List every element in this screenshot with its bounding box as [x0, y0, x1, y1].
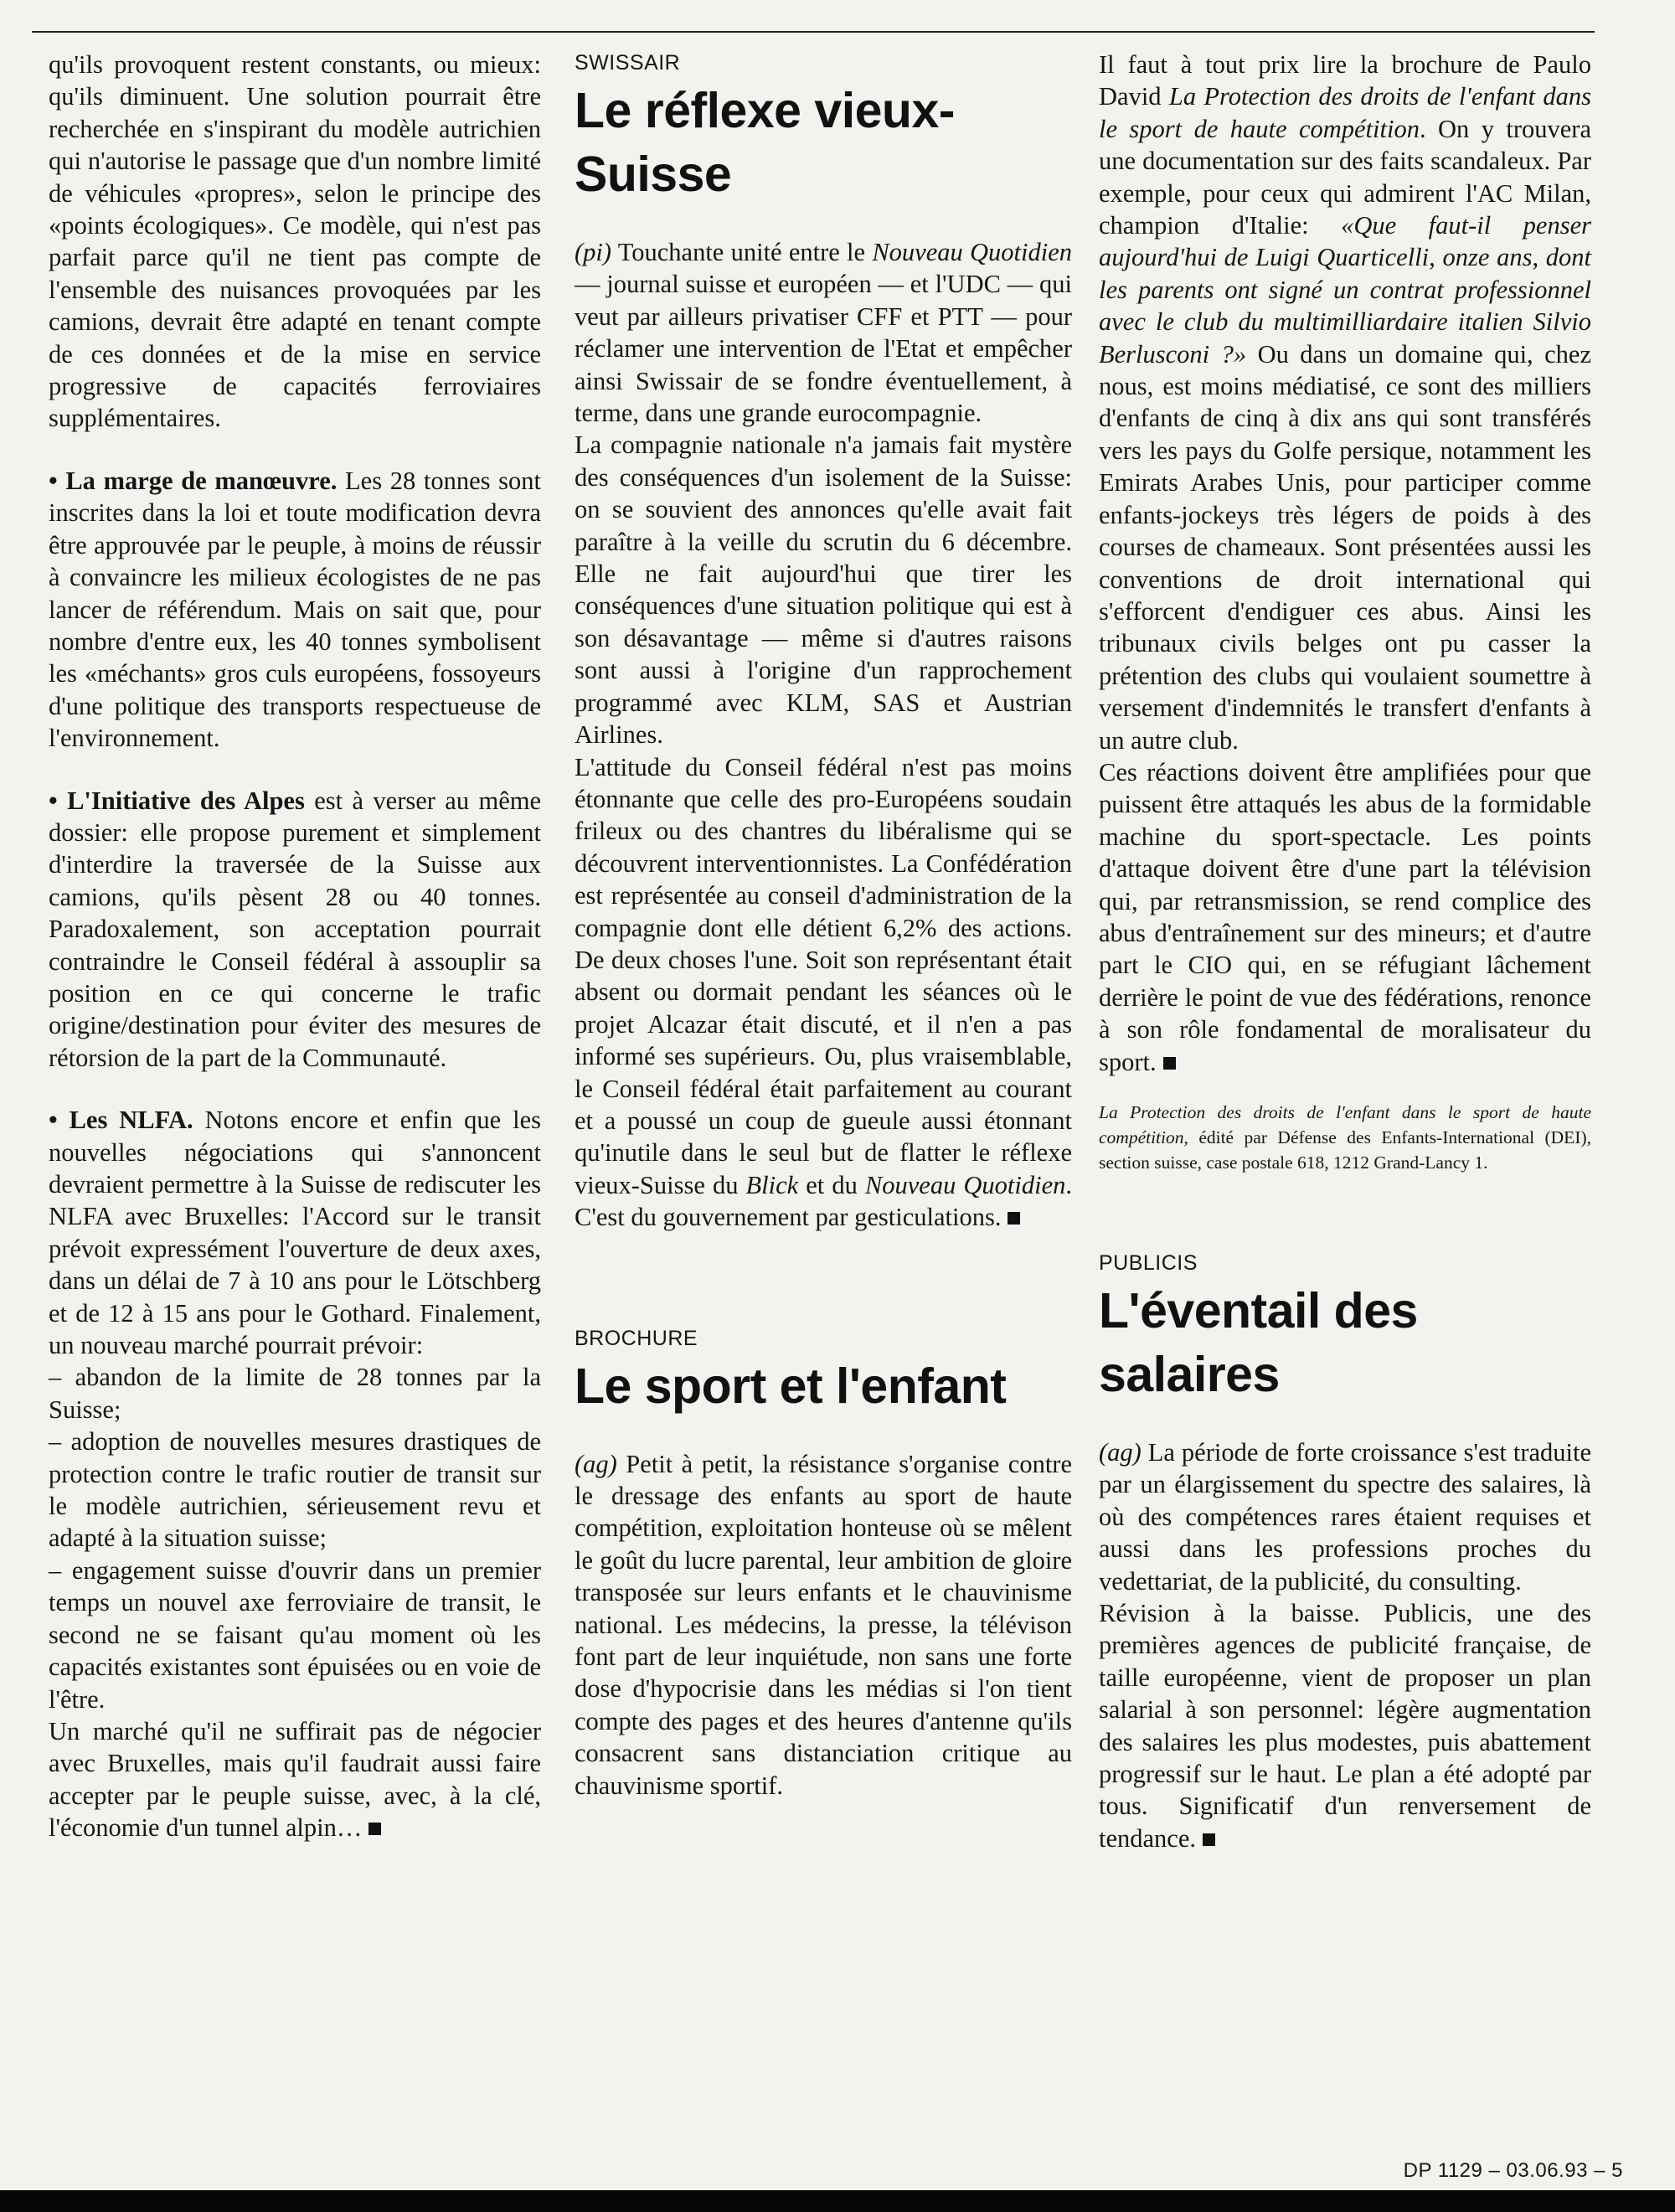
- text-swissair-1a: Touchante unité entre le: [611, 238, 873, 266]
- top-rule: [32, 31, 1595, 33]
- text-c3-2: Ces réactions doivent être amplifiées pour que puissent être attaqués les abus de la formidable machine du sport-spectacle. Les points d'attaque doivent être d'une part la télévision qui, par retransmission, se rend complice des abus d'entraînement sur des mineurs; et d'autre part le CIO qui, en se réfugiant lâchement derrière le point de vue des fédérations, renonce à son rôle fondamental de moralisateur du sport.: [1099, 757, 1591, 1076]
- text-brochure-1: Petit à petit, la résistance s'organise contre le dressage des enfants au sport de haute compétition, exploitation honteuse où se mêlent le goût du lucre parental, leur ambition de gloire transposée sur leurs enfants et le chauvinisme national. Les médecins, la presse, la télévison font part de leur inquiétude, non sans une forte dose d'hypocrisie dans les médias si l'on tient compte des pages et des heures d'antenne qu'ils consacrent sans distanciation critique au chauvinisme sportif.: [575, 1449, 1072, 1800]
- kicker-publicis: PUBLICIS: [1099, 1251, 1198, 1275]
- lead-marge: • La marge de manœuvre.: [49, 466, 338, 495]
- kicker-brochure: BROCHURE: [575, 1326, 698, 1350]
- text-nlfa: Notons encore et enfin que les nouvelles négociations qui s'annoncent devraient permettre à la Suisse de rediscuter les NLFA avec Bruxelles: l'Accord sur le transit prévoit expressément l'ouverture de deux axes, dans un délai de 7 à 10 ans pour le Lötschberg et de 12 à 15 ans pour le Gothard. Finalement, un nouveau marché pourrait prévoir:: [49, 1106, 541, 1360]
- text-swissair-3a: L'attitude du Conseil fédéral n'est pas moins étonnante que celle des pro-Européens soudain frileux ou des chantres du libéralisme qui se découvrent interventionnistes. La Confédération est représentée au conseil d'administration de la compagnie dont elle détient 6,2% des actions. De deux choses l'une. Soit son représentant était absent ou dormait pendant les séances où le projet Alcazar était discuté, et il n'en a pas informé ses supérieurs. Ou, plus vraisemblable, le Conseil fédéral était parfaitement au courant et a poussé un coup de gueule aussi étonnant qu'inutile dans le seul but de flatter le réflexe vieux-Suisse du: [575, 752, 1072, 1199]
- list-item-1: – abandon de la limite de 28 tonnes par la Suisse;: [49, 1363, 541, 1424]
- text-closing: Un marché qu'il ne suffirait pas de négocier avec Bruxelles, mais qu'il faudrait aussi faire accepter par le peuple suisse, avec, à la clé, l'économie d'un tunnel alpin…: [49, 1716, 541, 1843]
- article-swissair: [575, 50, 1072, 1234]
- paragraph-nlfa: [49, 1104, 541, 1361]
- lead-nlfa: • Les NLFA.: [49, 1106, 193, 1135]
- paragraph-alpes: [49, 785, 541, 1075]
- headline-publicis: L'éventail des salaires: [1099, 1283, 1418, 1402]
- text-publicis-2: Révision à la baisse. Publicis, une des premières agences de publicité française, de taille européenne, vient de proposer un plan salarial à son personnel: légère augmentation des salaires les plus modestes, puis abattement progressif sur le haut. Le plan a été adopté par tous. Significatif d'un renversement de tendance.: [1099, 1599, 1591, 1853]
- text-marge: Les 28 tonnes sont inscrites dans la loi et toute modification devra être approuvée par le peuple, à moins de réussir à convaincre les milieux écologistes de ne pas lancer de référendum. Mais on sait que, pour nombre d'entre eux, les 40 tonnes symbolisent les «méchants» gros culs européens, fossoyeurs d'une politique des transports respectueuse de l'environnement.: [49, 466, 541, 753]
- column-2: [575, 50, 1072, 1802]
- paragraph-closing: [49, 1715, 541, 1844]
- end-mark: [1203, 1833, 1215, 1846]
- kicker-swissair: SWISSAIR: [575, 51, 681, 75]
- text-swissair-3b: Blick: [745, 1170, 799, 1199]
- paragraph-brochure-3: [1099, 756, 1591, 1078]
- article-brochure: [575, 1326, 1072, 1802]
- scan-bottom-border: [0, 2190, 1675, 2212]
- caption-details: , édité par Défense des Enfants-International (DEI), section suisse, case postale 618, 1212 Grand-Lancy 1.: [1099, 1127, 1591, 1173]
- text-alpes: est à verser au même dossier: elle propose purement et simplement d'interdire la traversée de la Suisse aux camions, qu'ils pèsent 28 ou 40 tonnes. Paradoxalement, son acceptation pourrait contraindre le Conseil fédéral à assouplir sa position en ce qui concerne le trafic origine/destination pour éviter des mesures de rétorsion de la part de la Communauté.: [49, 786, 541, 1072]
- end-mark: [368, 1823, 381, 1835]
- text-swissair-1c: — journal suisse et européen — et l'UDC — qui veut par ailleurs privatiser CFF et PTT — pour réclamer une intervention de l'Etat et empêcher ainsi Swissair de se fondre éventuellement, à terme, dans une grande eurocompagnie.: [575, 270, 1072, 428]
- list-item-2: – adoption de nouvelles mesures drastiques de protection contre le trafic routier de transit sur le modèle autrichien, sérieusement revu et adapté à la situation suisse;: [49, 1427, 541, 1553]
- page-folio: DP 1129 – 03.06.93 – 5: [1403, 2159, 1623, 2182]
- end-mark: [1008, 1212, 1020, 1225]
- paragraph-brochure-1: [575, 1448, 1072, 1802]
- paragraph-marge: [49, 465, 541, 755]
- paragraph-swissair-3: [575, 751, 1072, 1234]
- text-c3-1d: «Que faut-il penser aujourd'hui de Luigi Quarticelli, onze ans, dont les parents ont signé un contrat professionnel avec le club du multimilliardaire italien Silvio Berlusconi ?»: [1099, 211, 1591, 369]
- text-c3-1e: Ou dans un domaine qui, chez nous, est moins médiatisé, ce sont des milliers d'enfants de cinq à dix ans qui sont transférés vers les pays du Golfe persique, notamment les Emirats Arabes Unis, pour participer comme enfants-jockeys très légers de poids à des courses de chameaux. Sont présentées aussi les conventions de droit international qui s'efforcent d'endiguer ces abus. Ainsi les tribunaux civils belges ont pu casser la prétention des clubs qui voulaient soumettre à versement d'indemnités le transfert d'enfants à un autre club.: [1099, 339, 1591, 755]
- paragraph-swissair-2: La compagnie nationale n'a jamais fait mystère des conséquences d'un isolement de la Suisse: on se souvient des annonces qu'elle avait fait paraître à la veille du scrutin du 6 décembre. Elle ne fait aujourd'hui que tirer les conséquences d'une situation politique qui est à son désavantage — même si d'autres raisons sont aussi à l'origine d'un rapprochement programmé avec KLM, SAS et Austrian Airlines.: [575, 431, 1072, 750]
- initials-swissair: (pi): [575, 238, 612, 266]
- column-3: [1099, 49, 1591, 1854]
- headline-brochure: Le sport et l'enfant: [575, 1358, 1007, 1414]
- text-swissair-3d: Nouveau Quotidien: [864, 1170, 1066, 1199]
- brochure-caption: [1099, 1100, 1591, 1175]
- caption-title: La Protection des droits de l'enfant dans le sport de haute compétition: [1099, 1102, 1591, 1147]
- text-c3-1b: La Protection des droits de l'enfant dans le sport de haute compétition: [1099, 82, 1591, 143]
- lead-alpes: • L'Initiative des Alpes: [49, 786, 305, 815]
- paragraph-publicis-2: [1099, 1597, 1591, 1854]
- paragraph-brochure-2: [1099, 49, 1591, 756]
- text-publicis-1: La période de forte croissance s'est traduite par un élargissement du spectre des salaires, là où des compétences rares étaient requises et aussi dans les professions proches du vedettariat, de la publicité, du consulting.: [1099, 1438, 1591, 1596]
- column-1: [49, 49, 541, 1844]
- initials-publicis: (ag): [1099, 1438, 1142, 1467]
- headline-swissair: Le réflexe vieux-Suisse: [575, 83, 955, 202]
- article-publicis: [1099, 1250, 1591, 1854]
- text-c3-1c: . On y trouvera une documentation sur des faits scandaleux. Par exemple, pour ceux qui admirent l'AC Milan, champion d'Italie:: [1099, 114, 1591, 240]
- text-swissair-3c: et du: [798, 1170, 865, 1199]
- text-c3-1a: Il faut à tout prix lire la brochure de Paulo David: [1099, 50, 1591, 111]
- text-swissair-1b: Nouveau Quotidien: [872, 238, 1072, 266]
- paragraph-opening: qu'ils provoquent restent constants, ou mieux: qu'ils diminuent. Une solution pourrait être recherchée en s'inspirant du modèle autrichien qui n'autorise le passage que d'un nombre limité de véhicules «propres», selon le principe des «points écologiques». Ce modèle, qui n'est pas parfait parce qu'il ne tient pas compte de l'ensemble des nuisances provoquées par les camions, devrait être adapté en tenant compte de ces données et de la mise en service progressive de capacités ferroviaires supplémentaires.: [49, 50, 541, 433]
- paragraph-publicis-1: [1099, 1436, 1591, 1597]
- end-mark: [1163, 1057, 1176, 1070]
- list-item-3: – engagement suisse d'ouvrir dans un premier temps un nouvel axe ferroviaire de transit, le second ne se faisant qu'au moment où les capacités existantes sont épuisées ou en voie de l'être.: [49, 1555, 541, 1714]
- text-swissair-3e: . C'est du gouvernement par gesticulations.: [575, 1170, 1073, 1232]
- initials-brochure: (ag): [575, 1449, 617, 1478]
- paragraph-swissair-1: [575, 236, 1072, 429]
